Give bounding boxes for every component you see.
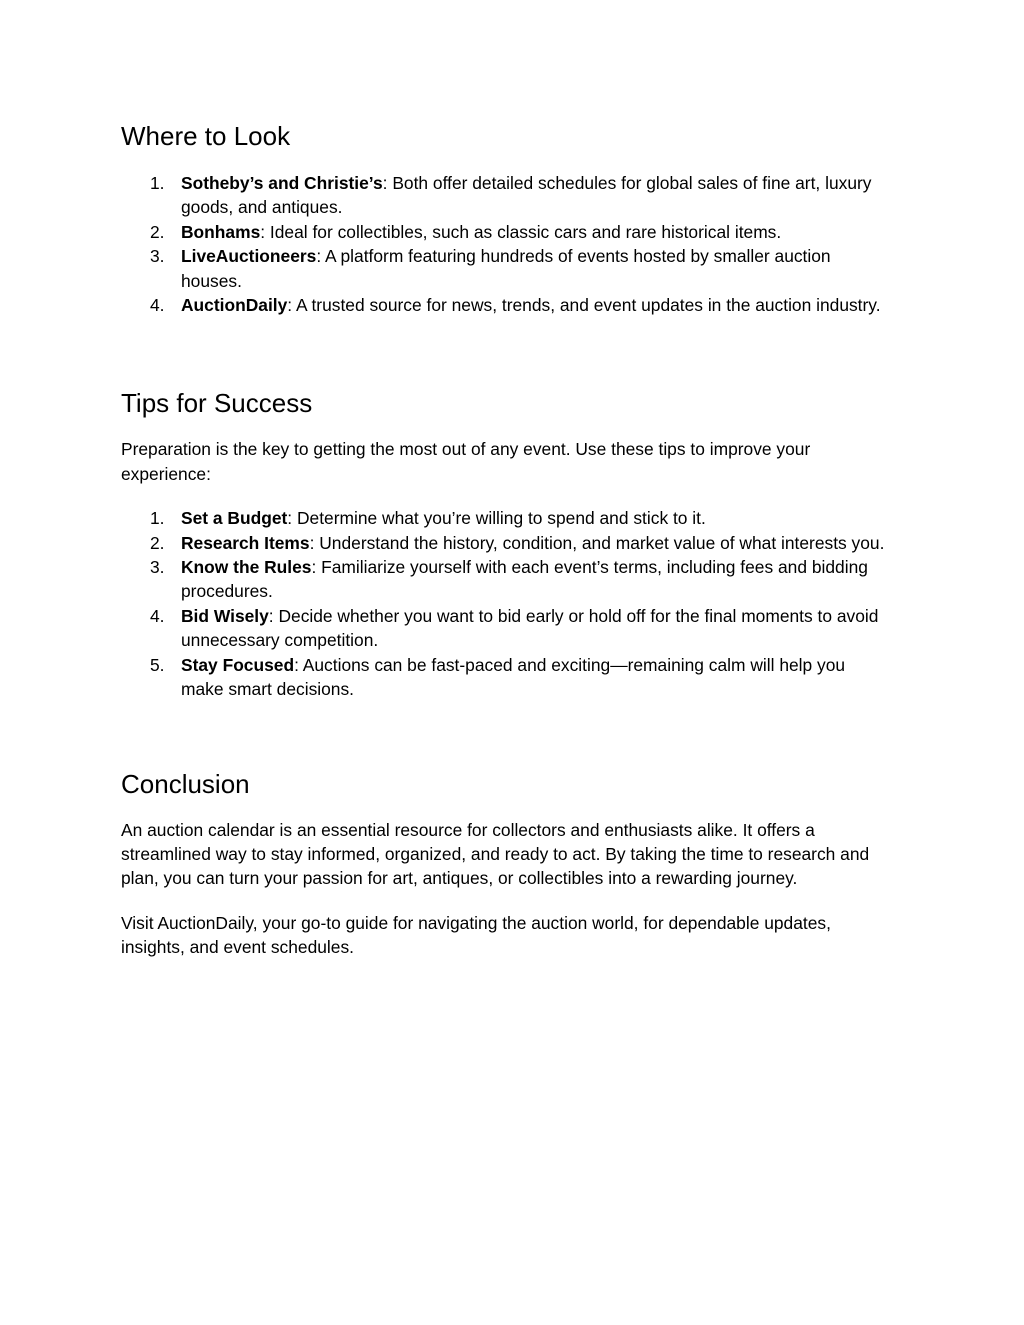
list-item-title: Stay Focused	[181, 654, 295, 675]
list-item-text: : A platform featuring hundreds of events hosted by smaller auction houses.	[181, 246, 831, 291]
list-item-text: : Familiarize yourself with each event’s terms, including fees and bidding procedures.	[181, 557, 868, 602]
list-number: 4.	[150, 295, 165, 316]
numbered-list	[121, 506, 891, 701]
list-item-text: : Understand the history, condition, and market value of what interests you.	[309, 532, 885, 553]
list-item	[121, 506, 891, 530]
list-item-title: Sotheby’s and Christie’s	[181, 173, 383, 193]
list-number: 1.	[150, 508, 165, 529]
list-item-title: Research Items	[181, 532, 310, 553]
list-item-title: LiveAuctioneers	[181, 246, 317, 267]
list-item-text: : Both offer detailed schedules for global sales of fine art, luxury goods, and antiques.	[181, 173, 872, 218]
list-number: 3.	[150, 557, 165, 578]
document-body	[121, 118, 891, 960]
section-conclusion	[121, 766, 891, 960]
list-number: 2.	[150, 532, 165, 553]
list-item	[121, 293, 891, 317]
list-number: 1.	[150, 173, 165, 193]
list-item	[121, 220, 891, 244]
section-intro: Preparation is the key to getting the most out of any event. Use these tips to improve your experience:	[121, 439, 811, 484]
list-item-title: Bid Wisely	[181, 605, 269, 626]
list-item-title: Know the Rules	[181, 557, 312, 578]
list-item	[121, 171, 891, 220]
paragraph: Visit AuctionDaily, your go-to guide for navigating the auction world, for dependable updates, insights, and event schedules.	[121, 912, 831, 958]
list-number: 4.	[150, 605, 165, 626]
list-item-text: : Auctions can be fast-paced and exciting—remaining calm will help you make smart decisions.	[181, 654, 846, 700]
section-heading: Where to Look	[121, 121, 291, 151]
list-item	[121, 244, 891, 293]
list-item	[121, 604, 891, 653]
list-number: 5.	[150, 654, 165, 675]
list-item-title: Bonhams	[181, 221, 261, 242]
list-item-text: : Determine what you’re willing to spend and stick to it.	[287, 508, 706, 529]
list-item-text: : Decide whether you want to bid early or hold off for the final moments to avoid unnecessary competition.	[181, 605, 879, 651]
list-item-title: Set a Budget	[181, 508, 288, 529]
list-item-text: : Ideal for collectibles, such as classic cars and rare historical items.	[260, 221, 782, 242]
paragraph: An auction calendar is an essential resource for collectors and enthusiasts alike. It offers a streamlined way to stay informed, organized, and ready to act. By taking the time to research and plan, you can turn your passion for art, antiques, or collectibles into a rewarding journey.	[121, 819, 870, 889]
section-tips-for-success	[121, 385, 891, 701]
section-where-to-look	[121, 118, 891, 317]
list-item-title: AuctionDaily	[181, 295, 288, 316]
list-item	[121, 653, 891, 702]
list-item-text: : A trusted source for news, trends, and event updates in the auction industry.	[287, 295, 881, 316]
list-number: 3.	[150, 246, 165, 267]
numbered-list	[121, 171, 891, 317]
list-number: 2.	[150, 221, 165, 242]
section-heading: Tips for Success	[121, 388, 313, 419]
section-heading: Conclusion	[121, 768, 250, 799]
list-item	[121, 531, 891, 555]
list-item	[121, 555, 891, 604]
